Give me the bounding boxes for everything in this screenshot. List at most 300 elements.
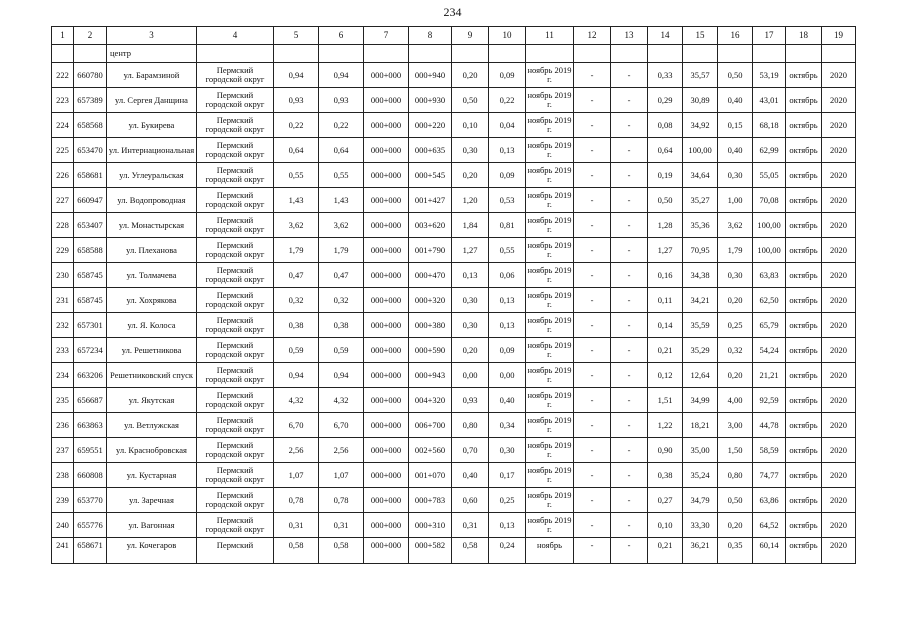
table-cell [452,45,489,63]
table-cell: 0,50 [718,488,753,513]
table-cell: 0,38 [648,463,683,488]
table-cell: 100,00 [753,238,786,263]
table-cell: 0,94 [274,63,319,88]
table-cell: - [611,63,648,88]
table-cell: ул. Углеуральская [107,163,197,188]
table-cell: ноябрь 2019 г. [526,88,574,113]
table-cell: 0,58 [452,538,489,564]
table-cell: 1,79 [718,238,753,263]
table-cell: 655776 [74,513,107,538]
table-row [52,438,856,463]
table-cell: 0,64 [319,138,364,163]
table-cell: 657301 [74,313,107,338]
table-cell: 000+943 [409,363,452,388]
table-cell: 000+320 [409,288,452,313]
table-cell: 0,22 [319,113,364,138]
table-cell: 000+783 [409,488,452,513]
table-cell [319,45,364,63]
table-cell: 0,78 [274,488,319,513]
table-cell: 0,00 [452,363,489,388]
table-cell: 2020 [822,163,856,188]
table-cell: 0,59 [319,338,364,363]
table-cell: Пермский городской округ [197,488,274,513]
table-cell: 0,53 [489,188,526,213]
table-cell [364,45,409,63]
table-cell: 6,70 [274,413,319,438]
table-cell: - [574,388,611,413]
header-cell: 17 [753,27,786,45]
table-cell: - [574,463,611,488]
table-cell: - [574,538,611,564]
table-cell: октябрь [786,513,822,538]
table-row [52,238,856,263]
table-cell: 100,00 [683,138,718,163]
table-cell: - [611,338,648,363]
table-cell: 0,11 [648,288,683,313]
table-cell: 000+000 [364,263,409,288]
table-cell: 55,05 [753,163,786,188]
header-cell: 19 [822,27,856,45]
table-cell: Пермский городской округ [197,238,274,263]
table-cell: - [611,113,648,138]
table-cell: ул. Монастырская [107,213,197,238]
table-cell: ноябрь 2019 г. [526,138,574,163]
table-cell: Пермский [197,538,274,564]
table-cell: 0,38 [274,313,319,338]
table-cell: - [611,463,648,488]
table-cell: 225 [52,138,74,163]
table-cell: октябрь [786,113,822,138]
table-row [52,363,856,388]
table-cell: - [574,438,611,463]
table-cell: ноябрь 2019 г. [526,413,574,438]
table-cell: ноябрь 2019 г. [526,188,574,213]
table-row [52,313,856,338]
table-cell: 000+545 [409,163,452,188]
table-cell: 74,77 [753,463,786,488]
table-cell: 0,55 [489,238,526,263]
header-cell: 12 [574,27,611,45]
table-cell: - [611,288,648,313]
table-cell: 62,99 [753,138,786,163]
table-cell: 2020 [822,288,856,313]
table-cell: 000+940 [409,63,452,88]
table-cell: октябрь [786,438,822,463]
table-cell [753,45,786,63]
table-cell [718,45,753,63]
table-cell: - [574,313,611,338]
table-cell: 660947 [74,188,107,213]
table-row [52,463,856,488]
table-cell: 35,27 [683,188,718,213]
table-cell: октябрь [786,213,822,238]
table-cell: 0,12 [648,363,683,388]
table-cell [611,45,648,63]
table-cell: - [574,188,611,213]
table-cell: 0,09 [489,338,526,363]
table-cell: 658568 [74,113,107,138]
table-cell: 003+620 [409,213,452,238]
table-cell: ул. Заречная [107,488,197,513]
table-cell: октябрь [786,538,822,564]
table-row [52,63,856,88]
table-cell: 34,21 [683,288,718,313]
table-cell: 0,94 [319,63,364,88]
table-cell: 3,62 [319,213,364,238]
table-row [52,163,856,188]
table-cell: Пермский городской округ [197,138,274,163]
table-row [52,138,856,163]
table-cell: 0,40 [718,88,753,113]
table-cell: 0,13 [452,263,489,288]
table-cell: - [611,263,648,288]
table-cell: 4,32 [274,388,319,413]
table-cell: - [611,438,648,463]
table-cell [274,45,319,63]
table-cell: 000+000 [364,238,409,263]
table-cell: октябрь [786,188,822,213]
table-cell: 000+582 [409,538,452,564]
table-cell: 223 [52,88,74,113]
table-cell [822,45,856,63]
table-cell: 0,50 [718,63,753,88]
table-cell: октябрь [786,288,822,313]
table-cell: 241 [52,538,74,564]
table-cell: октябрь [786,163,822,188]
table-cell: 0,50 [452,88,489,113]
table-cell: октябрь [786,463,822,488]
table-cell [409,45,452,63]
table-cell: 222 [52,63,74,88]
table-cell: - [574,213,611,238]
table-cell: ноябрь 2019 г. [526,338,574,363]
table-cell [648,45,683,63]
table-cell: 000+000 [364,213,409,238]
header-cell: 16 [718,27,753,45]
header-cell: 14 [648,27,683,45]
table-cell: 0,00 [489,363,526,388]
table-cell: 0,94 [274,363,319,388]
table-cell: 656687 [74,388,107,413]
table-cell: Пермский городской округ [197,163,274,188]
table-cell [489,45,526,63]
table-cell: ноябрь 2019 г. [526,63,574,88]
table-cell: 001+070 [409,463,452,488]
table-cell: 35,36 [683,213,718,238]
table-cell: - [611,238,648,263]
table-cell: 000+000 [364,438,409,463]
table-cell: 34,79 [683,488,718,513]
table-cell: 001+427 [409,188,452,213]
table-cell: 0,25 [718,313,753,338]
table-cell: 2020 [822,238,856,263]
table-cell: 0,16 [648,263,683,288]
table-cell: 000+590 [409,338,452,363]
table-cell: 65,79 [753,313,786,338]
table-cell: ноябрь 2019 г. [526,463,574,488]
table-cell: ноябрь 2019 г. [526,438,574,463]
table-cell: 227 [52,188,74,213]
table-cell: 0,47 [319,263,364,288]
table-cell: 1,22 [648,413,683,438]
table-cell: Пермский городской округ [197,338,274,363]
table-cell: 0,30 [452,288,489,313]
table-cell: 36,21 [683,538,718,564]
table-cell: 001+790 [409,238,452,263]
table-cell: 658671 [74,538,107,564]
table-cell: 70,08 [753,188,786,213]
table-cell: 35,24 [683,463,718,488]
table-cell: 004+320 [409,388,452,413]
table-cell: 2020 [822,388,856,413]
table-cell: 653470 [74,138,107,163]
data-table [51,26,856,564]
table-cell: октябрь [786,88,822,113]
table-cell: 231 [52,288,74,313]
table-cell: 0,93 [319,88,364,113]
table-cell: 658745 [74,288,107,313]
table-cell: 2020 [822,538,856,564]
table-cell: 000+000 [364,538,409,564]
table-cell: 0,55 [319,163,364,188]
table-cell: Пермский городской округ [197,288,274,313]
table-cell: 0,30 [718,163,753,188]
table-cell: 2020 [822,213,856,238]
table-cell: 0,40 [452,463,489,488]
header-cell: 7 [364,27,409,45]
table-cell: октябрь [786,363,822,388]
table-cell: 0,09 [489,163,526,188]
table-row [52,263,856,288]
table-cell: ул. Кустарная [107,463,197,488]
table-cell: ул. Я. Колоса [107,313,197,338]
table-cell: - [611,538,648,564]
table-cell: ноябрь 2019 г. [526,288,574,313]
table-cell: 0,17 [489,463,526,488]
table-cell: Пермский городской округ [197,213,274,238]
table-cell: ноябрь 2019 г. [526,163,574,188]
table-cell: 0,13 [489,138,526,163]
table-cell: 0,13 [489,313,526,338]
table-cell: 0,27 [648,488,683,513]
table-cell: 0,78 [319,488,364,513]
table-cell: 002+560 [409,438,452,463]
table-cell: 235 [52,388,74,413]
header-cell: 5 [274,27,319,45]
table-row [52,188,856,213]
table-cell: 0,64 [648,138,683,163]
table-cell: 2020 [822,188,856,213]
table-cell: 0,04 [489,113,526,138]
table-cell: 000+380 [409,313,452,338]
table-cell: 62,50 [753,288,786,313]
table-cell: ул. Сергея Данщина [107,88,197,113]
table-cell: 228 [52,213,74,238]
table-cell: 0,32 [274,288,319,313]
table-cell: 58,59 [753,438,786,463]
table-cell: - [611,213,648,238]
table-cell: 0,40 [718,138,753,163]
table-cell: 000+635 [409,138,452,163]
table-cell: 0,31 [452,513,489,538]
table-cell: Пермский городской округ [197,438,274,463]
table-cell: ноябрь [526,538,574,564]
table-cell: 70,95 [683,238,718,263]
table-cell: - [574,88,611,113]
table-cell: 43,01 [753,88,786,113]
table-cell: 0,10 [648,513,683,538]
table-cell: Пермский городской округ [197,413,274,438]
table-cell: 000+000 [364,388,409,413]
table-cell: 0,32 [319,288,364,313]
table-cell: 3,00 [718,413,753,438]
table-cell: 236 [52,413,74,438]
table-cell: Решетниковский спуск [107,363,197,388]
table-cell: Пермский городской округ [197,463,274,488]
table-cell: - [574,488,611,513]
table-cell: 239 [52,488,74,513]
table-cell [52,45,74,63]
table-cell: 0,31 [274,513,319,538]
table-cell: 0,30 [718,263,753,288]
table-cell: 1,20 [452,188,489,213]
table-cell: - [611,88,648,113]
table-cell: 000+000 [364,488,409,513]
table-cell: 226 [52,163,74,188]
table-cell: 657234 [74,338,107,363]
table-cell: 33,30 [683,513,718,538]
table-cell: ноябрь 2019 г. [526,313,574,338]
table-cell: 000+000 [364,63,409,88]
table-cell: 6,70 [319,413,364,438]
table-cell: 658745 [74,263,107,288]
table-cell: 0,25 [489,488,526,513]
table-cell [574,45,611,63]
table-cell: 0,20 [452,163,489,188]
table-cell: - [611,313,648,338]
table-cell: Пермский городской округ [197,113,274,138]
table-cell: ул. Кочегаров [107,538,197,564]
table-cell: 663206 [74,363,107,388]
table-cell: 35,57 [683,63,718,88]
table-cell: октябрь [786,313,822,338]
table-cell: 229 [52,238,74,263]
header-row [52,27,856,45]
table-cell [197,45,274,63]
table-cell: 0,20 [718,363,753,388]
table-cell: 006+700 [409,413,452,438]
table-cell: 2020 [822,513,856,538]
table-row [52,488,856,513]
table-row [52,113,856,138]
table-cell: 1,27 [452,238,489,263]
table-row [52,388,856,413]
table-cell: октябрь [786,63,822,88]
table-cell: 2020 [822,138,856,163]
table-cell: Пермский городской округ [197,313,274,338]
table-cell: 1,43 [274,188,319,213]
table-row [52,413,856,438]
table-cell: 0,13 [489,288,526,313]
table-cell: 000+470 [409,263,452,288]
table-cell: 0,93 [274,88,319,113]
table-cell: 1,07 [274,463,319,488]
table-cell: 0,60 [452,488,489,513]
table-cell: 0,20 [452,63,489,88]
header-cell: 15 [683,27,718,45]
table-cell: 000+000 [364,288,409,313]
table-cell: - [611,163,648,188]
table-cell: 000+000 [364,113,409,138]
table-cell: 1,51 [648,388,683,413]
table-cell: 3,62 [718,213,753,238]
table-cell: - [574,513,611,538]
table-cell: Пермский городской округ [197,513,274,538]
table-cell: ноябрь 2019 г. [526,488,574,513]
table-cell: ноябрь 2019 г. [526,263,574,288]
table-cell: 0,81 [489,213,526,238]
table-cell: 63,83 [753,263,786,288]
table-cell: 1,28 [648,213,683,238]
table-cell: ул. Плеханова [107,238,197,263]
table-cell: ноябрь 2019 г. [526,113,574,138]
table-cell: 0,55 [274,163,319,188]
table-cell: центр [107,45,197,63]
header-cell: 18 [786,27,822,45]
table-cell: 0,21 [648,338,683,363]
table-cell: 0,30 [452,313,489,338]
table-cell: - [574,238,611,263]
table-cell: 2020 [822,438,856,463]
table-cell: 0,58 [319,538,364,564]
table-cell: ул. Вагонная [107,513,197,538]
table-cell [74,45,107,63]
table-cell: ул. Барамзиной [107,63,197,88]
table-cell: 000+000 [364,463,409,488]
table-cell: 230 [52,263,74,288]
table-cell: ноябрь 2019 г. [526,363,574,388]
table-cell: 0,47 [274,263,319,288]
table-cell: 000+220 [409,113,452,138]
table-cell: 0,10 [452,113,489,138]
table-cell: 0,09 [489,63,526,88]
header-cell: 6 [319,27,364,45]
table-cell: октябрь [786,238,822,263]
table-cell: 0,50 [648,188,683,213]
table-cell: 657389 [74,88,107,113]
table-cell: - [611,513,648,538]
table-cell: ул. Краснобровская [107,438,197,463]
table-cell: 0,30 [452,138,489,163]
table-cell: 0,32 [718,338,753,363]
table-cell: 35,00 [683,438,718,463]
header-cell: 10 [489,27,526,45]
page-number: 234 [443,5,462,19]
table-cell [786,45,822,63]
table-cell: 53,19 [753,63,786,88]
table-cell: 0,94 [319,363,364,388]
table-cell: ноябрь 2019 г. [526,513,574,538]
table-cell: 63,86 [753,488,786,513]
table-cell: 2020 [822,363,856,388]
table-cell: 2020 [822,88,856,113]
table-cell: 4,32 [319,388,364,413]
header-cell: 9 [452,27,489,45]
header-cell: 2 [74,27,107,45]
table-cell: 2020 [822,488,856,513]
table-cell: - [611,188,648,213]
table-cell: - [574,363,611,388]
